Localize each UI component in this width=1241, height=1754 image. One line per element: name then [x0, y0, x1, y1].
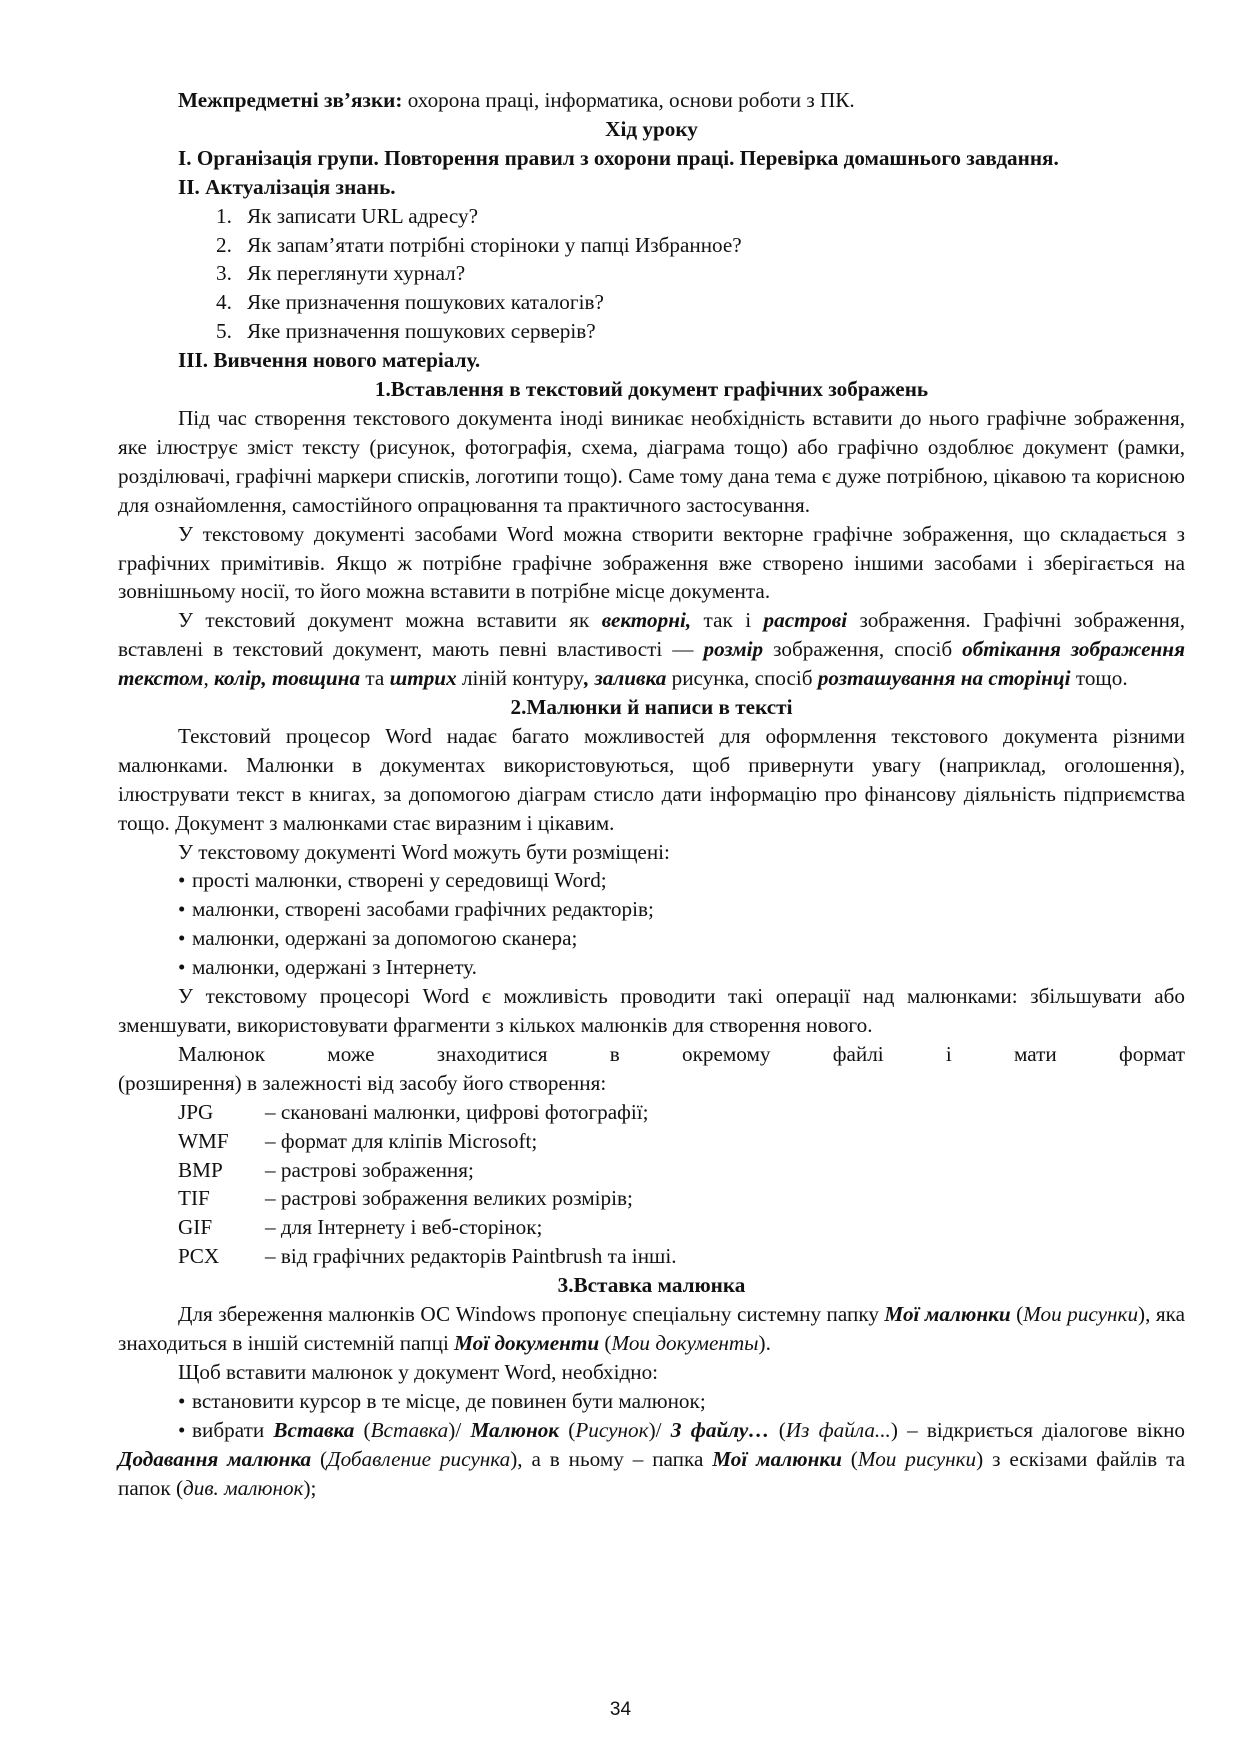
format-desc: – від графічних редакторів Paintbrush та інші.	[265, 1244, 677, 1269]
intro-label: Межпредметні зв’язки:	[178, 88, 403, 112]
section-1-heading: І. Організація групи. Повторення правил з охорони праці. Перевірка домашнього завдання.	[178, 145, 1059, 170]
list-number: 3.	[216, 261, 232, 286]
bullet-text: встановити курсор в те місце, де повинен бути малюнок;	[192, 1388, 706, 1413]
emphasis-run: штрих	[389, 666, 457, 691]
word: може	[327, 1041, 375, 1066]
text-run: вибрати	[192, 1417, 274, 1442]
word: Малюнок	[178, 1041, 266, 1066]
italic-run: Вставка	[370, 1417, 449, 1442]
word: і	[945, 1041, 952, 1066]
topic-1-paragraph-1: Під час створення текстового документа іноді виникає необхідність вставити до нього графічне зображення, яке ілюструє зміст тексту (рисунок, фотографія, схема, діаграма тощо) або графічно оздоблює документ (рамки, розділювачі, графічні маркери списків, логотипи тощо). Саме тому дана тема є дуже потрібною, цікавою та корисною для ознайомлення, самостійного опрацювання та практичного застосування.	[118, 405, 1185, 517]
formats-list	[118, 1098, 1185, 1271]
text-run: ), а в ньому – папка	[510, 1446, 713, 1471]
emphasis-run: Мої документи	[454, 1330, 600, 1355]
text-run: ), яка знаходиться в іншій системній папці	[118, 1302, 1185, 1355]
intro-line	[118, 86, 1185, 115]
bullet-text: малюнки, одержані з Інтернету.	[192, 955, 477, 980]
italic-run: див. малюнок	[183, 1475, 304, 1500]
emphasis-run: З файлу…	[670, 1417, 770, 1442]
text-run: (	[311, 1446, 328, 1471]
list-text: Яке призначення пошукових каталогів?	[247, 290, 604, 315]
topic-2-paragraph-4-first-line	[118, 1040, 1185, 1069]
emphasis-run: Вставка	[273, 1417, 355, 1442]
bullet-icon: •	[178, 955, 186, 980]
topic-1-paragraph-2: У текстовому документі засобами Word можна створити векторне графічне зображення, що складається з графічних примітивів. Якщо ж потрібне графічне зображення вже створено іншими засобами і зберігається на зовнішньому носії, то його можна вставити в потрібне місце документа.	[118, 521, 1185, 604]
emphasis-run: колір, товщина	[214, 666, 361, 691]
text-run: ) – відкриється діалогове вікно	[890, 1417, 1186, 1442]
emphasis-run: розмір	[703, 637, 764, 662]
lesson-title: Хід уроку	[605, 116, 698, 141]
questions-list	[118, 202, 1185, 347]
topic-2-paragraph-2: У текстовому документі Word можуть бути розміщені:	[178, 839, 670, 864]
bullet-icon: •	[178, 1417, 186, 1442]
word: знаходитися	[436, 1041, 548, 1066]
section-2-heading: ІІ. Актуалізація знань.	[178, 174, 396, 199]
italic-run: Мои документы	[611, 1330, 759, 1355]
bullet-text: малюнки, створені засобами графічних редакторів;	[192, 897, 654, 922]
format-code: WMF	[178, 1128, 229, 1153]
word: файлі	[832, 1041, 884, 1066]
bullet-text: малюнки, одержані за допомогою сканера;	[192, 926, 578, 951]
format-desc: – формат для кліпів Microsoft;	[265, 1128, 538, 1153]
italic-run: Добавление рисунка	[327, 1446, 511, 1471]
format-row	[118, 1098, 1185, 1127]
text-run: ліній контуру	[456, 666, 584, 691]
text-run: ) з ескізами файлів та папок (	[118, 1446, 1185, 1500]
format-row	[118, 1127, 1185, 1156]
bullet-item	[118, 1387, 1185, 1416]
format-row	[118, 1213, 1185, 1242]
text-run: Для збереження малюнків ОС Windows пропонує спеціальну системну папку	[178, 1302, 885, 1327]
topic-1-title: 1.Вставлення в текстовий документ графічних зображень	[374, 377, 929, 402]
format-desc: – скановані малюнки, цифрові фотографії;	[265, 1099, 649, 1124]
emphasis-run: Малюнок	[470, 1417, 560, 1442]
format-desc: – для Інтернету і веб-сторінок;	[265, 1215, 543, 1240]
topic-3-paragraph-1	[118, 1300, 1185, 1358]
bullet-item	[118, 953, 1185, 982]
format-row	[118, 1242, 1185, 1271]
emphasis-run: Додавання малюнка	[118, 1446, 312, 1471]
emphasis-run: розташування на сторінці	[817, 666, 1071, 691]
bullet-icon: •	[178, 926, 186, 951]
word: окремому	[682, 1041, 771, 1066]
bullet-icon: •	[178, 1388, 186, 1413]
text-run: (	[841, 1446, 858, 1471]
word: формат	[1119, 1041, 1185, 1066]
topic-1-paragraph-3	[118, 606, 1185, 693]
list-item	[118, 288, 1185, 317]
list-text: Як записати URL адресу?	[247, 203, 479, 228]
list-text: Як запам’ятати потрібні сторіноки у папці Избранное?	[247, 232, 742, 257]
text-run: та	[360, 666, 390, 691]
emphasis-run: векторні,	[601, 608, 692, 633]
bullet-icon: •	[178, 897, 186, 922]
format-row	[118, 1184, 1185, 1213]
emphasis-run: растрові	[763, 608, 848, 633]
bullet-item	[118, 924, 1185, 953]
list-item	[118, 317, 1185, 346]
topic-2-paragraph-1: Текстовий процесор Word надає багато можливостей для оформлення текстового документа різними малюнками. Малюнки в документах використовуються, щоб привернути увагу (наприклад, оголошення), ілюструвати текст в книгах, за допомогою діаграм стисло дати інформацію про фінансову діяльність підприємства тощо. Документ з малюнками стає виразним і цікавим.	[118, 723, 1185, 835]
text-run: рисунка, спосіб	[666, 666, 818, 691]
format-code: JPG	[178, 1099, 214, 1124]
list-number: 2.	[216, 232, 232, 257]
italic-run: Мои рисунки	[857, 1446, 977, 1471]
text-run: (	[599, 1330, 612, 1355]
format-desc: – растрові зображення великих розмірів;	[265, 1186, 633, 1211]
format-code: PCX	[178, 1244, 220, 1269]
page-number: 34	[609, 1699, 632, 1720]
italic-run: Из файла...	[785, 1417, 891, 1442]
text-run: (	[559, 1417, 576, 1442]
topic-3-paragraph-2: Щоб вставити малюнок у документ Word, необхідно:	[178, 1359, 659, 1384]
document-page	[118, 86, 1185, 1502]
intro-text: охорона праці, інформатика, основи роботи з ПК.	[402, 88, 855, 112]
topic-2-paragraph-4-rest: (розширення) в залежності від засобу його створення:	[118, 1070, 607, 1095]
emphasis-run: , заливка	[583, 666, 667, 691]
text-run: зображення. Графічні зображення, вставлені в текстовий документ, мають певні властивості —	[118, 608, 1185, 662]
list-number: 1.	[216, 203, 232, 228]
format-code: BMP	[178, 1157, 223, 1182]
text-run: ).	[758, 1330, 771, 1355]
text-run: ,	[203, 666, 215, 691]
text-run: У текстовий документ можна вставити як	[178, 608, 602, 633]
text-run: тощо.	[1070, 666, 1128, 691]
list-item	[118, 231, 1185, 260]
format-desc: – растрові зображення;	[265, 1157, 474, 1182]
bullet-item	[118, 866, 1185, 895]
text-run: (	[354, 1417, 371, 1442]
text-run: (	[1010, 1302, 1024, 1327]
text-run: так і	[691, 608, 764, 633]
topic-3-title: 3.Вставка малюнка	[557, 1273, 746, 1298]
topic-2-paragraph-3: У текстовому процесорі Word є можливість проводити такі операції над малюнками: збільшувати або зменшувати, використовувати фрагменти з кількох малюнків для створення нового.	[118, 984, 1185, 1037]
word: в	[609, 1041, 620, 1066]
list-item	[118, 202, 1185, 231]
format-code: TIF	[178, 1186, 210, 1211]
list-number: 4.	[216, 290, 232, 315]
section-3-heading: ІІІ. Вивчення нового матеріалу.	[178, 348, 481, 373]
format-row	[118, 1156, 1185, 1185]
text-run: (	[769, 1417, 786, 1442]
list-text: Яке призначення пошукових серверів?	[247, 319, 596, 344]
bullet-item-long	[118, 1416, 1185, 1503]
italic-run: Мои рисунки	[1023, 1302, 1139, 1327]
emphasis-run: Мої малюнки	[712, 1446, 842, 1471]
italic-run: Рисунок	[575, 1417, 649, 1442]
topic-2-title: 2.Малюнки й написи в тексті	[510, 695, 793, 720]
word: мати	[1014, 1041, 1057, 1066]
text-run: )/	[648, 1417, 671, 1442]
text-run: );	[303, 1475, 317, 1500]
emphasis-run: Мої малюнки	[884, 1302, 1011, 1327]
list-item	[118, 259, 1185, 288]
list-text: Як переглянути хурнал?	[247, 261, 466, 286]
bullet-text: прості малюнки, створені у середовищі Word;	[192, 868, 607, 893]
list-number: 5.	[216, 319, 232, 344]
format-code: GIF	[178, 1215, 213, 1240]
text-run: )/	[448, 1417, 471, 1442]
emphasis-run: обтікання зображення текстом	[118, 637, 1185, 691]
text-run: зображення, спосіб	[763, 637, 963, 662]
bullet-icon: •	[178, 868, 186, 893]
bullet-item	[118, 895, 1185, 924]
